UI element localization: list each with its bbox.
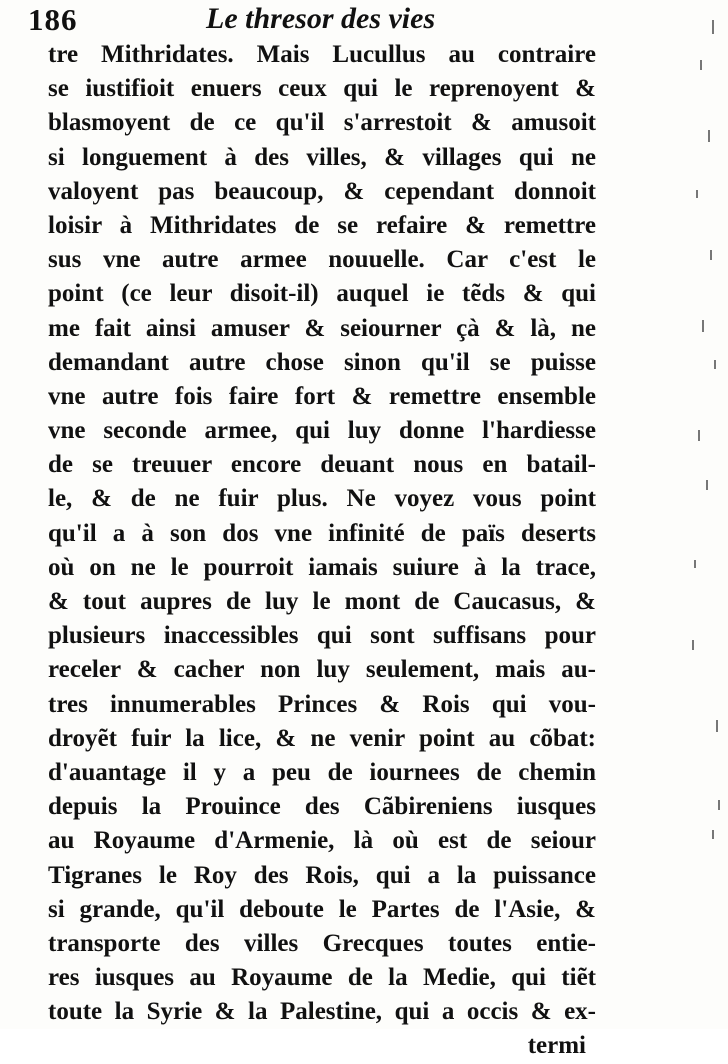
text-line: vne seconde armee, qui luy donne l'hardiesse <box>48 417 596 445</box>
text-line: valoyent pas beaucoup, & cependant donnoit <box>48 177 596 205</box>
running-title: Le thresor des vies <box>206 2 436 35</box>
text-line: blasmoyent de ce qu'il s'arrestoit & amusoit <box>48 109 596 137</box>
text-line: toute la Syrie & la Palestine, qui a occis & ex- <box>48 998 596 1026</box>
text-line: qu'il a à son dos vne infinité de païs deserts <box>48 519 596 547</box>
text-line: où on ne le pourroit iamais suiure à la trace, <box>48 553 596 581</box>
text-line: depuis la Prouince des Cãbireniens iusques <box>48 793 596 821</box>
text-line: transporte des villes Grecques toutes entie- <box>48 929 596 957</box>
text-line: au Royaume d'Armenie, là où est de seiour <box>48 827 596 855</box>
text-line: sus vne autre armee nouuelle. Car c'est le <box>48 246 596 274</box>
text-line: plusieurs inaccessibles qui sont suffisans pour <box>48 622 596 650</box>
text-line: droyẽt fuir la lice, & ne venir point au cõbat: <box>48 724 596 752</box>
text-line: loisir à Mithridates de se refaire & remettre <box>48 211 596 239</box>
text-line: de se treuuer encore deuant nous en batail- <box>48 451 596 479</box>
show-through-marks <box>684 0 724 1029</box>
text-line: demandant autre chose sinon qu'il se puisse <box>48 348 596 376</box>
text-line: le, & de ne fuir plus. Ne voyez vous point <box>48 485 596 513</box>
text-line: Tigranes le Roy des Rois, qui a la puissance <box>48 861 596 889</box>
text-line: tre Mithridates. Mais Lucullus au contraire <box>48 41 596 68</box>
page-header <box>28 2 628 40</box>
text-line: se iustifioit enuers ceux qui le reprenoyent & <box>48 75 596 103</box>
text-line: receler & cacher non luy seulement, mais au- <box>48 656 596 684</box>
text-line: point (ce leur disoit-il) auquel ie tẽds & qui <box>48 280 596 308</box>
text-line: si longuement à des villes, & villages qui ne <box>48 143 596 171</box>
text-line: tres innumerables Princes & Rois qui vou- <box>48 690 596 718</box>
text-line: me fait ainsi amuser & seiourner çà & là, ne <box>48 314 596 342</box>
text-line: d'auantage il y a peu de iournees de chemin <box>48 758 596 786</box>
text-line: vne autre fois faire fort & remettre ensemble <box>48 382 596 410</box>
catchword: termi <box>527 1032 586 1060</box>
page-number: 186 <box>28 2 78 37</box>
body-text <box>48 38 596 1064</box>
text-line: res iusques au Royaume de la Medie, qui tiẽt <box>48 964 596 992</box>
text-line: si grande, qu'il deboute le Partes de l'Asie, & <box>48 895 596 923</box>
text-line: & tout aupres de luy le mont de Caucasus, & <box>48 588 596 615</box>
